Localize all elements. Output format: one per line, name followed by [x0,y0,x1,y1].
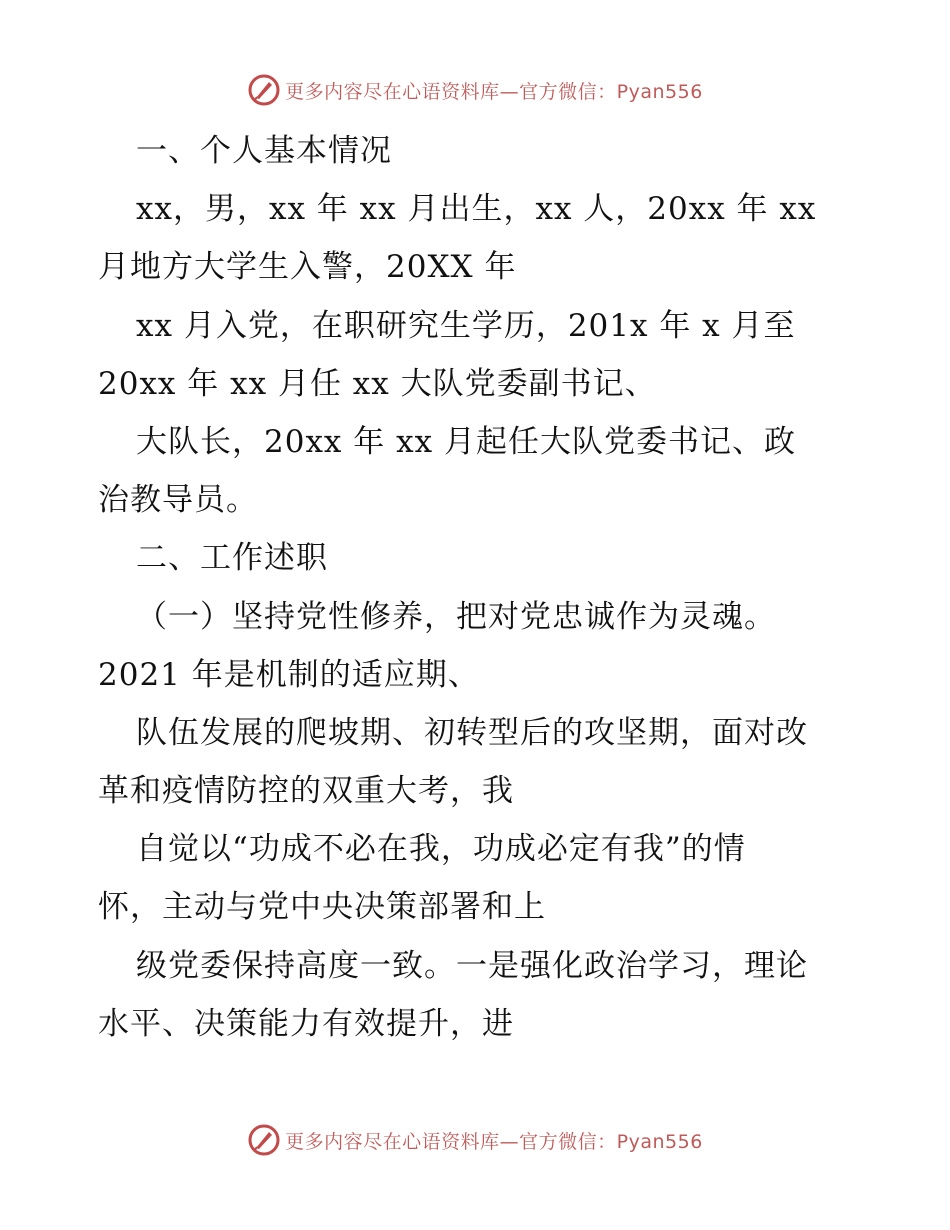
text-line: 水平、决策能力有效提升，进 [98,1005,514,1042]
watermark-text: 更多内容尽在心语资料库—官方微信：Pyan556 [285,1130,703,1153]
text-line: 治教导员。 [98,482,258,519]
quill-logo-icon [247,1123,281,1157]
text-line: xx 月入党，在职研究生学历，201x 年 x 月至 [136,307,796,344]
text-line: 2021 年是机制的适应期、 [98,656,480,693]
header-watermark [0,70,950,110]
text-line: 20xx 年 xx 月任 xx 大队党委副书记、 [98,365,657,402]
watermark-text: 更多内容尽在心语资料库—官方微信：Pyan556 [285,80,703,103]
text-line: 一、个人基本情况 [136,133,392,169]
text-line: 自觉以“功成不必在我，功成必定有我”的情 [136,831,746,868]
text-line: 怀，主动与党中央决策部署和上 [98,889,546,926]
text-line: 革和疫情防控的双重大考，我 [98,773,514,810]
text-line: xx，男，xx 年 xx 月出生，xx 人，20xx 年 xx [136,191,817,228]
text-line: （一）坚持党性修养，把对党忠诚作为灵魂。 [136,598,776,635]
text-line: 级党委保持高度一致。一是强化政治学习，理论 [136,947,808,984]
text-line: 大队长，20xx 年 xx 月起任大队党委书记、政 [136,423,796,460]
document-body [98,122,858,1053]
text-line: 月地方大学生入警，20XX 年 [98,249,517,286]
footer-watermark [0,1120,950,1160]
text-line: 二、工作述职 [136,540,328,577]
quill-logo-icon [247,73,281,107]
text-line: 队伍发展的爬坡期、初转型后的攻坚期，面对改 [136,714,808,751]
